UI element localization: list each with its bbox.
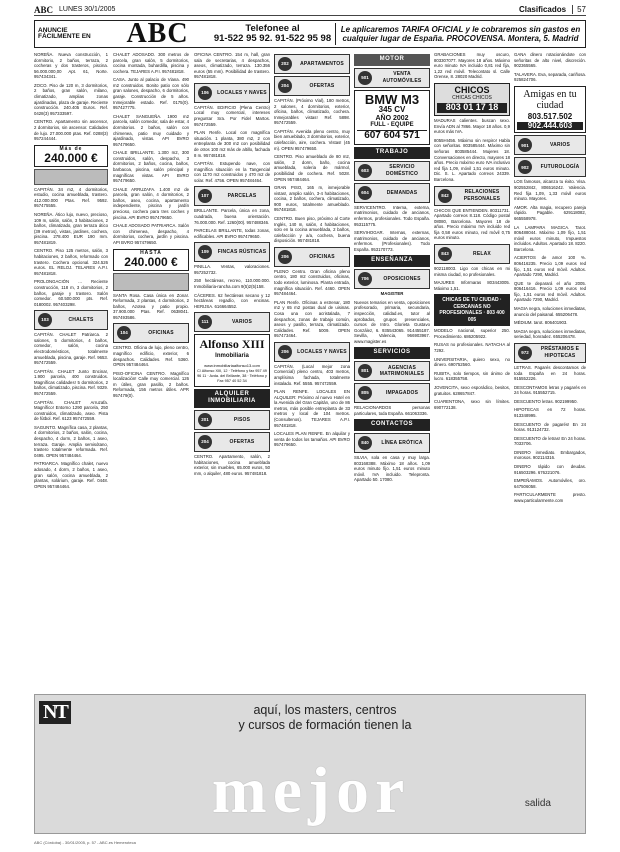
car-ad: [354, 90, 430, 145]
list-item: RUSAS no profesionales. NATACHA al 7292.: [434, 342, 510, 354]
list-item: CENTRO. Piso amueblado de 80 m2, salón, 2 dorm, baño, cocina amueblada, soleria de mármol, posibilidad de cochera. Ref. 5028. OPEN 957484464.: [274, 154, 350, 182]
list-item: CHALE ARRUZAFA. 1.400 m2 de parcela, gran salón, 4 dormitorios, 2 baños, aseo, cocina, apartamento independiente, piscina y jardín precioso, cochera para tres coches y piscina. API BVRO 957479650.: [113, 186, 189, 220]
bottom-advert: [34, 694, 586, 834]
section-header: [354, 161, 430, 181]
banner-logo: ABC: [126, 18, 189, 49]
section-header: [194, 186, 270, 206]
section-number: 202: [278, 57, 292, 71]
chat-ad-phone: 803 01 17 18: [437, 103, 507, 113]
chat-ad: [434, 83, 510, 116]
section-label: VARIOS: [550, 142, 570, 149]
section-header: [514, 343, 586, 363]
list-item: ZOCO. Piso de 120 m, 3 dormitorios, 2 baños, gran salón, milano, climatizado, amplias zonas ajardinadas, plaza de garaje. Reciente construcción. 240.405 Euros. Ref. 0428(3) 957333597.: [34, 82, 108, 116]
price-badge: [113, 249, 189, 271]
price-badge-label: HASTA: [140, 250, 162, 256]
section-header: [194, 432, 270, 452]
list-item: CHALE BRILLANTE. 1.300 m2, 300 construidos, salón, despacho, 3 dormitorios, 2 baños, cocina, baños, barbacoa, piscina, salón principal y magníficas vistas. API BVRO 957479650.: [113, 150, 189, 184]
list-item: MAGIA negra, soluciones inmediatas, seriedad, honradez. 655206478.: [514, 328, 586, 340]
list-item: PARCELAS BRILLANTE, todas zonas, edificables. API BVRO 957479650.: [194, 228, 270, 239]
list-item: SAGUNTO. Magnífica casa, 2 plantas, 4 dormitorios, 2 baños, salón, cocina, despacho, 4 dorm, 2 baños, 1 aseo, terraza. Garaje. Amplia semisótano, trastero totalmente reformada. Ref. 0495. OPEN 957484464.: [34, 424, 108, 458]
list-item: MAGIA negra, soluciones inmediatas, anuncio del paisanal. 655206478.: [514, 306, 586, 317]
section-header: [194, 83, 270, 103]
column-3: [194, 52, 270, 688]
photo: [113, 273, 189, 291]
column-6: [434, 52, 510, 688]
list-item: CENTRO. Apartamento, salón, 2 habitaciones, cocina amueblada exterior, sin muebles, 65.000 euros, 50 mm, o alquiler, 480 euros. 957481818.: [194, 454, 270, 477]
list-item: MODELO nacional, superior 250. Procedimiento. 686205922.: [434, 328, 510, 339]
list-item: GRAN PISO, 165 m, inmejorable vistas!, amplio salón, 3-4 habitaciones, cocina, 2 baños, cochera, climatizado, 900 euros, totalmente amueblado. 957481818.: [274, 185, 350, 213]
section-number: 204: [198, 435, 212, 449]
list-item: NOREÑA. Nueva construcción, 1 dormitorio, 2 baños, terraza, 2 cocheras y dos trasteros, piscina. 56.000.000,00 Apt. 61, Norte. 957434341.: [34, 52, 108, 80]
list-item: CENTRO. Apartamento sin ascensor, 2 dormitorios, sin ascensor. Calidades de lujo. 27.000.000 ptas. Ref. 0288(3) 957244444.: [34, 119, 108, 142]
list-item: CUARENTONA, sexo sin límites. 690772138.: [434, 399, 510, 410]
section-label: IMPAGADOS: [385, 389, 419, 396]
section-number: 204: [278, 79, 292, 93]
list-item: AMOR. Alta magia, recupero pareja rápido. Pagable. 629118082, 665558978.: [514, 204, 586, 221]
ad-group: [34, 52, 108, 142]
chat-ad-subtitle: CHICAS CHICOS: [452, 94, 492, 101]
advert-logo: NT: [39, 701, 71, 724]
section-number: 805: [358, 386, 372, 400]
list-item: TALAVERA. Eva, separada, cariñosa. 925824706.: [514, 71, 586, 83]
photo: [34, 169, 108, 185]
section-label: OPOSICIONES: [383, 275, 421, 282]
list-item: PLENO Centro. Gran oficina pleno centro, 180 m2 construidos, oficinas, todo exterior, luminosa. Planta entrada, magnífica situación. Ref. 4460. OPEN 957484464.: [274, 268, 350, 297]
list-item: DINERO rápido con deudas. 916503296. 676221076.: [514, 464, 586, 475]
section-label: OFERTAS: [309, 82, 335, 89]
price-badge: [34, 145, 108, 167]
list-item: CASA. Junto al palacio de Viana. 490 m2 construidos. Bonito patio con sólo gran salones, despacho, 6 dormitorios, garaje. Construcción de 5 años. Inmejorable estado. Ref. 0175(0). 957427775.: [113, 77, 189, 111]
column-4: [274, 52, 350, 688]
section-banner: TRABAJO: [354, 147, 430, 159]
banner-left: ANUNCIE FÁCILMENTE EN: [38, 26, 91, 40]
section-header: [274, 54, 350, 74]
section-label: FUTUROLOGÍA: [540, 164, 580, 171]
section-number: 107: [198, 189, 212, 203]
section-label: OFICINAS: [148, 330, 174, 337]
section-label: FINCAS RÚSTICAS: [217, 249, 267, 256]
list-item: PINILLA. Ventas, valoraciones. 957252732.: [194, 264, 270, 275]
section-label: PRÉSTAMOS E HIPOTECAS: [540, 346, 580, 359]
list-item: HIPOTECAS en 72 horas. 913348995.: [514, 407, 586, 418]
list-item: 902118003. Ligo con chicas en mi misma ciudad, no profesionales.: [434, 266, 510, 277]
list-item: PLAN Renfe. Local con magnífica situación. 1 planta, 380 m2, 2 con entreplanta de 300 m2 con posibilidad de otros 100 m2 más de altillo, fachada 8 m. 957481818.: [194, 130, 270, 158]
section-number: 111: [198, 315, 212, 329]
list-item: LA LAMPARA MAGICA. Tarot. 806488044. Máximo 1,09 fijo, 1,51 móvil euros minuto, Impuestos incluidos. Adultos. Apartado 18. 8220. Barcelona.: [514, 224, 586, 252]
section-label: RELAX: [473, 250, 491, 257]
section-header: [434, 244, 510, 264]
section-label: OFERTAS: [229, 439, 255, 446]
list-item: CHALE ADOSADO PATRIARCA. Salón con chimenea, despacho, 4 dormitorios, cochera, jardín y piscina. API BVRO 957479650.: [113, 223, 189, 245]
column-2: [113, 52, 189, 688]
list-item: CAPITÁN. (Próximo Vial), 180 metros, 2 salones, 4 dormitorios, exterior, oficina, baños, climatizado, cochera. Inmejorables vistas! Ref. 5898. 957472559.: [274, 98, 350, 126]
list-item: CAPITÁN. 34 m2, 4 dormitorios, estudio, cocina amueblada, trastero. 412.000.000 Ptas. Ref. 9592. 957475555.: [34, 186, 108, 209]
section-label: VENTA AUTOMÓVILES: [382, 71, 422, 84]
advert-text: [125, 703, 525, 733]
list-item: CENTRO. Buen piso, próximo al Corte Inglés, 140 m, salón, 4 habitaciones, solo en la cocina amueblada, 2 baños, calefacción y a/a, cochera, buena disposición. 957481818.: [274, 215, 350, 244]
advert-line-2: y cursos de formación tienen la: [238, 718, 412, 732]
banner-phones-number: 91-522 95 92. 91-522 95 98: [213, 33, 332, 44]
section-header: [354, 361, 430, 381]
section-label: LOCALES Y NAVES: [217, 89, 267, 96]
section-banner-motor: MOTOR: [354, 54, 430, 66]
section-number: 109: [198, 245, 212, 259]
section-label: RELACIONES PERSONALES: [463, 189, 501, 202]
section-number: 603: [358, 164, 372, 178]
list-item: CAPITÁN. (Local mejor zona Comercial) pleno centro, 403 metros, amplísima fachada, totalmente instalado. Ref. 5555. 957472559.: [274, 363, 350, 386]
section-label: PARCELAS: [227, 193, 257, 200]
list-item: DESCUENTO de pagarés! En 24 horas. 913124732.: [514, 421, 586, 433]
list-item: CENTRO. Oficina de lujo, pleno centro, magnífico edificio, exterior, 6 despachos. Calidades. Ref. 5360. OPEN 957484464.: [113, 345, 189, 368]
amigas-phone-1: 803.517.502: [527, 111, 573, 121]
section-banner: CONTACTOS: [354, 419, 430, 431]
column-7: [514, 52, 586, 688]
list-item: PATRIARCA. Magnífico chalet, nuevo adosado, 4 dorm, 2 baños, 1 aseo, gran salón, cocina amueblada, 2 plantas, solárium, garaje. Ref. 0448. OPEN 957484464.: [34, 461, 108, 489]
list-item: SANTA Rosa. Casa única en Zona!. Reformada, 2 plantas, 4 dormitorios, 2 baños, Azotea y patio propio. 37.900.000 Ptas. Ref. 0638041. 957493586.: [113, 292, 189, 320]
section-number: 972: [518, 346, 532, 360]
chat-ad-title: CHICOS: [454, 84, 490, 95]
advert-line-1: aquí, los masters, centros: [253, 703, 397, 717]
price-badge-value: 240.000 €: [44, 151, 98, 166]
price-badge-value: 240.000 €: [124, 255, 178, 269]
section-number: 801: [358, 364, 372, 378]
section-label: DEMANDAS: [386, 189, 418, 196]
section-banner: ALQUILER INMOBILIARIA: [194, 389, 270, 409]
banner-phones-title: Telefonee al: [245, 23, 300, 35]
amigas-ad: [514, 86, 586, 134]
list-item: LOS famosos, alcanza tu éxito. Visa. 902552842, 806516242. Valencia. Red fija 1,09, 1,33 móvil euros minuto. Mayores.: [514, 179, 586, 202]
section-header: [354, 383, 430, 403]
car-title: BMW M3: [364, 91, 420, 107]
advert-headline: mejor: [211, 754, 411, 827]
section-label: CHALETS: [68, 316, 94, 323]
column-5: [354, 52, 430, 688]
list-item: PISO-OFICINA CENTRO. Magnífico localización! Calle muy comercial. 126 m útiles, gran pasillo, 2 baños. Reformada, 156 metros útiles. APR 957479(0).: [113, 370, 189, 399]
car-year: AÑO 2002: [375, 114, 409, 122]
list-item: RELACIONARDOS personas particulares, toda España. 661063336.: [354, 405, 430, 416]
list-item: BRILLANTE. Parcela, única en zona, cuadrada, buena orientación. 76.000.000. Ref. 1260(00). 957488346.: [194, 208, 270, 225]
section-number: 106: [198, 86, 212, 100]
list-item: LETRAS. Pagarés descontamos de toda España en 24 horas. 915552226.: [514, 364, 586, 382]
section-header: [354, 68, 430, 88]
list-item: CAPITÁN. CHALET Arruzafa. Magnífico! Entorno 1290 parcela, 250 construidos, climatizado, aseo. Pista de fútbol. Ref. 6123 957472559.: [34, 399, 108, 422]
list-item: CHALET ADOSADO. 300 metros de parcela, gran salón, 5 dormitorios, cocina montada, buhardilla, piscina y cochera. TEJARES A.P.I. 957481818.: [113, 52, 189, 74]
list-item: CAPITÁN. CHALET Patriarca. 2 salones, 5 dormitorios, 4 baños, comedor, salón, cocina electrodomésticos, totalmente amueblada, piscina, garaje. Ref. 9653. 957472559.: [34, 332, 108, 366]
list-item: JOVENCITA, sexo esporádico, besitos, gratuitos. 628657847.: [434, 384, 510, 396]
price-badge-label: Más de: [59, 146, 83, 153]
section-title: Clasificados: [518, 5, 567, 14]
list-item: 250 hectáreas, recreo, 110.000.000. Inmobiliaria-rancha.com 9(5)2(5)158.: [194, 278, 270, 290]
section-number: 842: [438, 189, 452, 203]
top-banner: [34, 20, 586, 48]
page-number: 57: [572, 5, 586, 14]
list-item: RUBITA, solo tiempos, sin ánimo de lucro. 618355758.: [434, 370, 510, 382]
list-item: Nuevos temarios en venta, oposiciones profesorado, primaria, secundaria, inspección, calidad.es, tutor al aprobados, grupos presenciales, cursos de Intro. Glorieta Gustavo González, 6. 935543065. 914455187. Sevilla, Valencia, 966903967. www.magister.es: [354, 299, 430, 344]
list-item: DINERO inmediato. Embargados, morosos. 902114316.: [514, 449, 586, 461]
footer-credit: ABC (Córdoba) - 30/01/2005, p. 57 - ABC.es Hemeroteca: [34, 840, 136, 845]
section-header: [194, 410, 270, 430]
section-header: [274, 247, 350, 267]
section-number: 901: [518, 138, 532, 152]
list-item: LOCALES PLAN RENFE. En alquilar y venta de todos los tamaños. API BVRO 957479650.: [274, 431, 350, 448]
header-date: LUNES 30/1/2005: [59, 6, 116, 13]
header-logo: ABC: [34, 4, 54, 15]
list-item: PLAN RENFE. LOCALES EN ALQUILER: Próximo al nuevo Hotel en la Avenida del Gran Capitán, uno de 86 metros, más posible entreplanta de 33 metros y local de 104 metros. (Consultenos). TEJARES A.P.I. 957481818.: [274, 389, 350, 428]
list-item: CHICOS QUE ENTIENDEN. 80311731. Apartado correos 8.118. Código postal 08080, Barcelona. Mayores 18 de años. Precio máximo IVA incluido red fija 0,58 euros minuto, red móvil 0,75 euros minuto.: [434, 207, 510, 241]
real-estate-ad: [194, 334, 270, 386]
ad-website: www.inmobiliariaalfonso13.com: [204, 362, 260, 368]
section-number: 706: [358, 272, 372, 286]
section-number: 206: [278, 345, 292, 359]
list-item: SILVIA, sola en casa y muy larga. 803168388. Máximo 18 años. 1,09 euros minuto fijo. 1,51 euros minuto móvil. IVA incluido. Telepronta. Apartado 50. 17080.: [354, 455, 430, 483]
list-item: DESCUENTO de letras! En 24 horas. 7033706.: [514, 435, 586, 447]
section-label: OFICINAS: [309, 253, 335, 260]
list-item: CAPITÁN. EDIFICIO (Plena Centro) Local muy comercial, intereses preguntar Sra. Por Fidel Martos. 957472559.: [194, 104, 270, 127]
ad-title: MAGISTER: [380, 291, 404, 297]
list-item: CAPITÁN. Estupendo nave, con magnífica situación en la Tangencial con 1170 m2 construidos y 470 m2 de solar. Ref. 4756. OPEN 957484464.: [194, 161, 270, 183]
section-number: 103: [38, 313, 52, 327]
section-label: PISOS: [233, 417, 251, 424]
ad-company-type: Inmobiliaria: [215, 352, 249, 359]
section-number: 206: [278, 250, 292, 264]
list-item: UNIVERSITARIA, quiero sexo, no dinero. 690752560.: [434, 356, 510, 368]
list-item: CÁCERES. 62 hectáreas secano y 12 hectáreas regadío, con encinas. HERIJSA. 616664552.: [194, 292, 270, 309]
list-item: MAJURES Informaras 803443005. Máximo 1,51.: [434, 280, 510, 291]
section-number: 104: [117, 326, 131, 340]
list-item: ACIERTOS de amor 100 %. 806416235. Precio 1,09 euros red fijo, 1,51 euros red móvil. Adultos. Apartado 7290, Madrid.: [514, 255, 586, 278]
page-header: [34, 4, 586, 16]
list-item: NOREÑA. Ático lujo, nuevo, precioso, 109 m, salón, salón, 3 habitaciones, 2 baños, climatizado, gran terraza ático (39 metros), vistas, jardines, cochera, piscina. 278.400 EUR 190 mm. 957481819.: [34, 211, 108, 245]
list-item: CAPITÁN. Avenida pleno centro, muy bien amueblado, 3 dormitorios, exterior, calefacción, aire, cochera. Vistas! (45 m). OPEN 957479650.: [274, 128, 350, 151]
amigas-title: Amigas en tu ciudad: [523, 88, 577, 111]
list-item: CAPITÁN. CHALET Junto Encinar, 1.900 parcela, 400 construidos. Magníficas calidades! 5 dormitorios, 2 baños, climatizado, piscina. Ref. 9329. 957472559.: [34, 368, 108, 397]
list-item: OFICINA CENTRO. 154 m, hall, gran sala de secretarias, 4 despachos, aseos, climatizado, terraza. 130.356 euros (55 mm). Posibilidad de trastero. 957481818.: [194, 52, 270, 80]
section-number: 201: [198, 413, 212, 427]
section-header: [514, 157, 586, 177]
list-item: PROLONGACIÓN ... Reciente construcción, 118 m, 3 dormitorios, 2 baños, garaje y trastero. Salón comedor. 60.500.000 pts. Ref. 0180002. 957403298.: [34, 279, 108, 307]
list-item: MÉDIUM. tarot. 806401903.: [514, 320, 568, 326]
section-header: [194, 242, 270, 262]
banner-right: Le aplicaremos TARIFA OFICIAL y le cobraremos sin gastos en cualquier lugar de España. PROCOVENSA. Montera, 5. Madrid: [335, 23, 585, 45]
list-item: DESCONTAMOS letras y pagarés en 24 horas. 915552715.: [514, 384, 586, 396]
section-number: 604: [358, 186, 372, 200]
section-banner: SERVICIOS: [354, 347, 430, 359]
section-header: [34, 310, 108, 330]
list-item: CENTRO. Piso 125 metros, salón, 3 habitaciones, 2 baños, reformado con trastero. Cochera opcional. 324.526 euros. EL RELOJ. TELARES A.P.I. 957481818.: [34, 248, 108, 276]
list-item: SERVIHOGAR. Internas, externas, matrimonios, cuidado de ancianos, enfermos. (Profesionales). Todo España. 953170773.: [354, 230, 430, 252]
car-extra: FULL - EQUIPE: [370, 122, 414, 129]
list-item: CHALET SANGUEÑA. 1900 m2 parcela, salón comedor, sala de estar, 4 dormitorios. 2 baños, salón con chimenea, patio muy cuidado y ajardinado, vistas. API BVRO 957479650.: [113, 113, 189, 147]
section-label: APARTAMENTOS: [300, 60, 344, 67]
car-phone: 607 604 571: [357, 130, 427, 142]
list-item: GRABACIONES muy oscuro, 803307077. Mayores 18 años. Máximo euro minuto IVA incluido 0,81 red fija, 1,22 red móvil. Telecontato sl. Calle Orense, 8. 28020 Madrid.: [434, 52, 510, 80]
section-header: [274, 342, 350, 362]
list-item: DESCUENTO letras. 902199950.: [514, 398, 578, 404]
section-number: 902: [518, 160, 532, 174]
section-header: [274, 76, 350, 96]
advert-tagline: salida: [524, 798, 551, 809]
section-header: [354, 269, 430, 289]
section-label: SERVICIO DOMÉSTICO: [385, 164, 419, 177]
section-label: LOCALES Y NAVES: [297, 348, 347, 355]
chat-ad-2: CHICAS DE TU CIUDAD · CERCANAS NO PROFESIONALES · 803 400 005: [434, 294, 510, 326]
list-item: PLAN Renfe. Oficinas a estrenar, 180 m2 y 65 m2 postas dual de uisinas. Cosa una con acristalada, 7 despachos, zonas de trabajo común, aseos y pasillo, terraza, climatizado. Calidades. Ref. 5009. OPEN 957473464.: [274, 299, 350, 339]
banner-phones: [210, 24, 335, 44]
section-label: LÍNEA ERÓTICA: [381, 439, 423, 446]
list-item: QUE te deparará el año 2005. 806416416. Precio 1,09 euros red fijo, 1,51 euros red móvil. Adultos. Apartado 7290, Madrid.: [514, 280, 586, 303]
section-header: [354, 183, 430, 203]
list-item: EMPEÑAMOS. Automóviles, oro. 647506058.: [514, 478, 586, 489]
section-label: VARIOS: [232, 319, 252, 326]
section-number: 843: [438, 247, 452, 261]
section-label: AGENCIAS MATRIMONIALES: [379, 364, 425, 378]
section-number: 501: [358, 71, 372, 85]
section-header: [113, 323, 189, 343]
ad-address: C/ Alfonso XIII, 12 · Teléfono y fax 957 49 96 11 · Avda. del Brillante, 38 · Teléfono y Fax 957 40 52 34: [197, 368, 267, 383]
ad-company-name: Alfonso XIII: [199, 337, 265, 352]
section-header: [354, 433, 430, 453]
section-header: [514, 135, 586, 155]
amigas-phone-2: 902.444.603: [517, 122, 583, 131]
section-header: [194, 312, 270, 332]
list-item: 8055HI456. Máximo sin respiro! Habla con señoritas. 803585444. Máximo sin señoras 803585444. Mujeres 18. Conversaciones en directo, mayores 18 años. Precio máximo euro IVA inclusivo red fija 1,09, móvil 1,51 euros minuto. Dic. S. L. Apartado correos 24339. Barcelona.: [434, 137, 510, 182]
car-power: 345 CV: [378, 105, 406, 115]
list-item: PARTICULARMENTE presto. www.particularmente.com: [514, 492, 586, 503]
list-item: GANA dinero rotacionándote con señoritas de alto nivel, discreción. 902365565.: [514, 52, 586, 69]
column-1: [34, 52, 108, 688]
section-banner: ENSEÑANZA: [354, 255, 430, 267]
list-item: MADURAS calientes. buscan sexo. Envía ADN al 7866. Mayor 18 años. 0,9 euros más IVA.: [434, 118, 510, 135]
section-number: 840: [358, 436, 372, 450]
section-header: [434, 186, 510, 206]
list-item: SERVICENTRO. Interna, externa, matrimonios, cuidado de ancianos, enfermos, profesionales. Todo España. 953115775.: [354, 204, 430, 227]
